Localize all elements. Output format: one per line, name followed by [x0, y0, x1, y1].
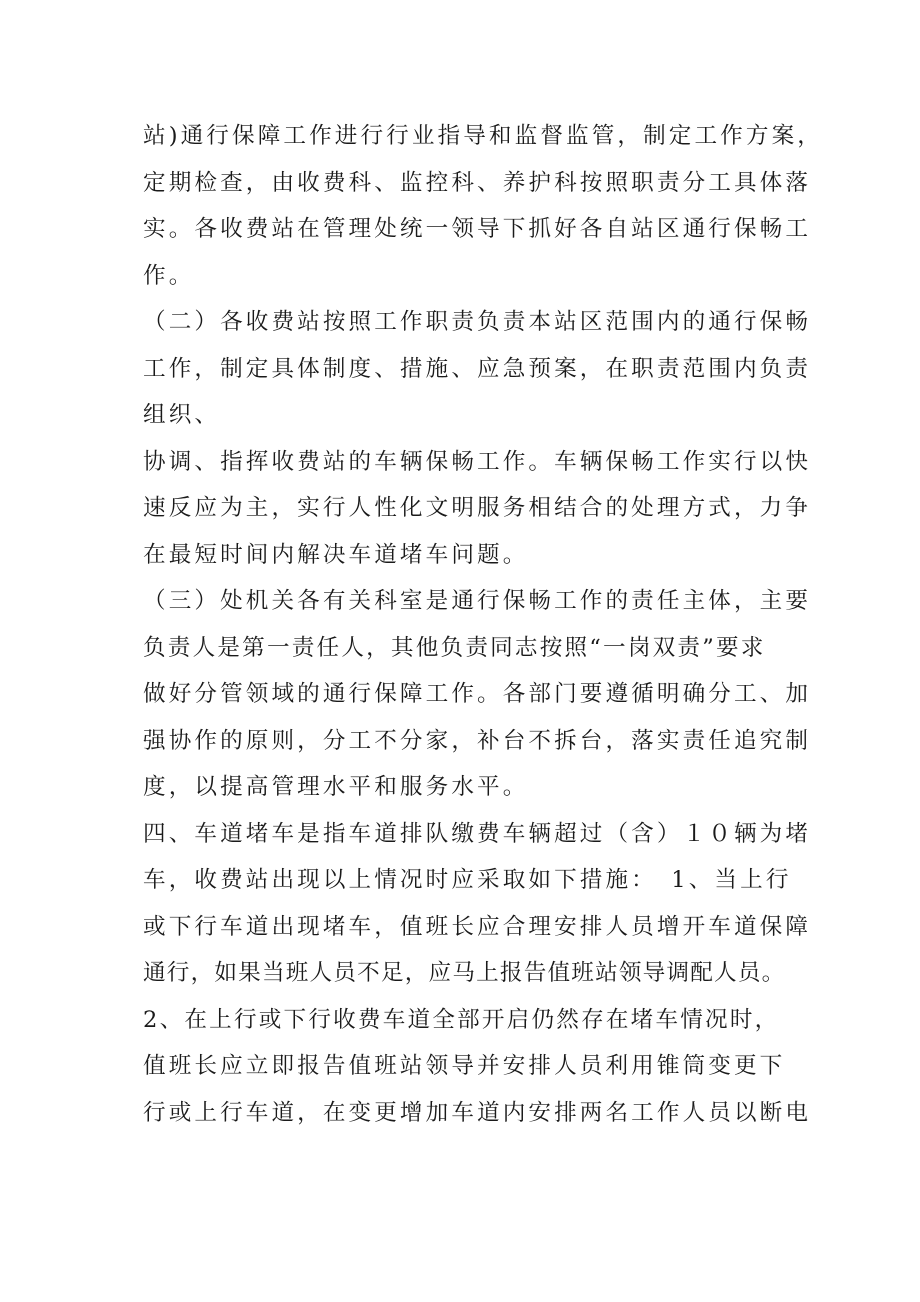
text-line: 在最短时间内解决车道堵车问题。 [143, 541, 529, 568]
text-line: 2、在上行或下行收费车道全部开启仍然存在堵车情况时， [143, 1006, 780, 1033]
text-line: 值班长应立即报告值班站领导并安排人员利用锥筒变更下 [143, 1053, 786, 1079]
text-line: （三）处机关各有关科室是通行保畅工作的责任主体，主要 [143, 588, 812, 614]
document-body [143, 113, 823, 1136]
text-line: 工作，制定具体制度、措施、应急预案，在职责范围内负责 [143, 355, 812, 382]
text-line: 组织、 [143, 402, 221, 428]
text-line: 作。 [143, 262, 195, 289]
text-line: 实。各收费站在管理处统一领导下抓好各自站区通行保畅工 [143, 216, 812, 242]
text-line: 强协作的原则，分工不分家，补台不拆台，落实责任追究制 [143, 727, 812, 754]
text-line: 协调、指挥收费站的车辆保畅工作。车辆保畅工作实行以快 [143, 448, 812, 475]
text-line: 通行，如果当班人员不足，应马上报告值班站领导调配人员。 [143, 960, 786, 986]
text-line: 行或上行车道，在变更增加车道内安排两名工作人员以断电 [143, 1099, 812, 1126]
text-line: 做好分管领域的通行保障工作。各部门要遵循明确分工、加 [143, 681, 812, 707]
text-line: 负责人是第一责任人，其他负责同志按照“一岗双责”要求 [143, 634, 766, 661]
text-line: （二）各收费站按照工作职责负责本站区范围内的通行保畅 [143, 309, 812, 335]
text-line: 速反应为主，实行人性化文明服务相结合的处理方式，力争 [143, 495, 812, 521]
text-line: 车，收费站出现以上情况时应采取如下措施： 1、当上行 [143, 867, 792, 893]
text-line: 站)通行保障工作进行行业指导和监督监管，制定工作方案， [143, 123, 823, 149]
text-line: 度，以提高管理水平和服务水平。 [143, 774, 529, 800]
text-line: 四、车道堵车是指车道排队缴费车辆超过（含）１０辆为堵 [143, 820, 812, 847]
text-line: 或下行车道出现堵车，值班长应合理安排人员增开车道保障 [143, 913, 812, 940]
text-line: 定期检查，由收费科、监控科、养护科按照职责分工具体落 [143, 169, 812, 196]
